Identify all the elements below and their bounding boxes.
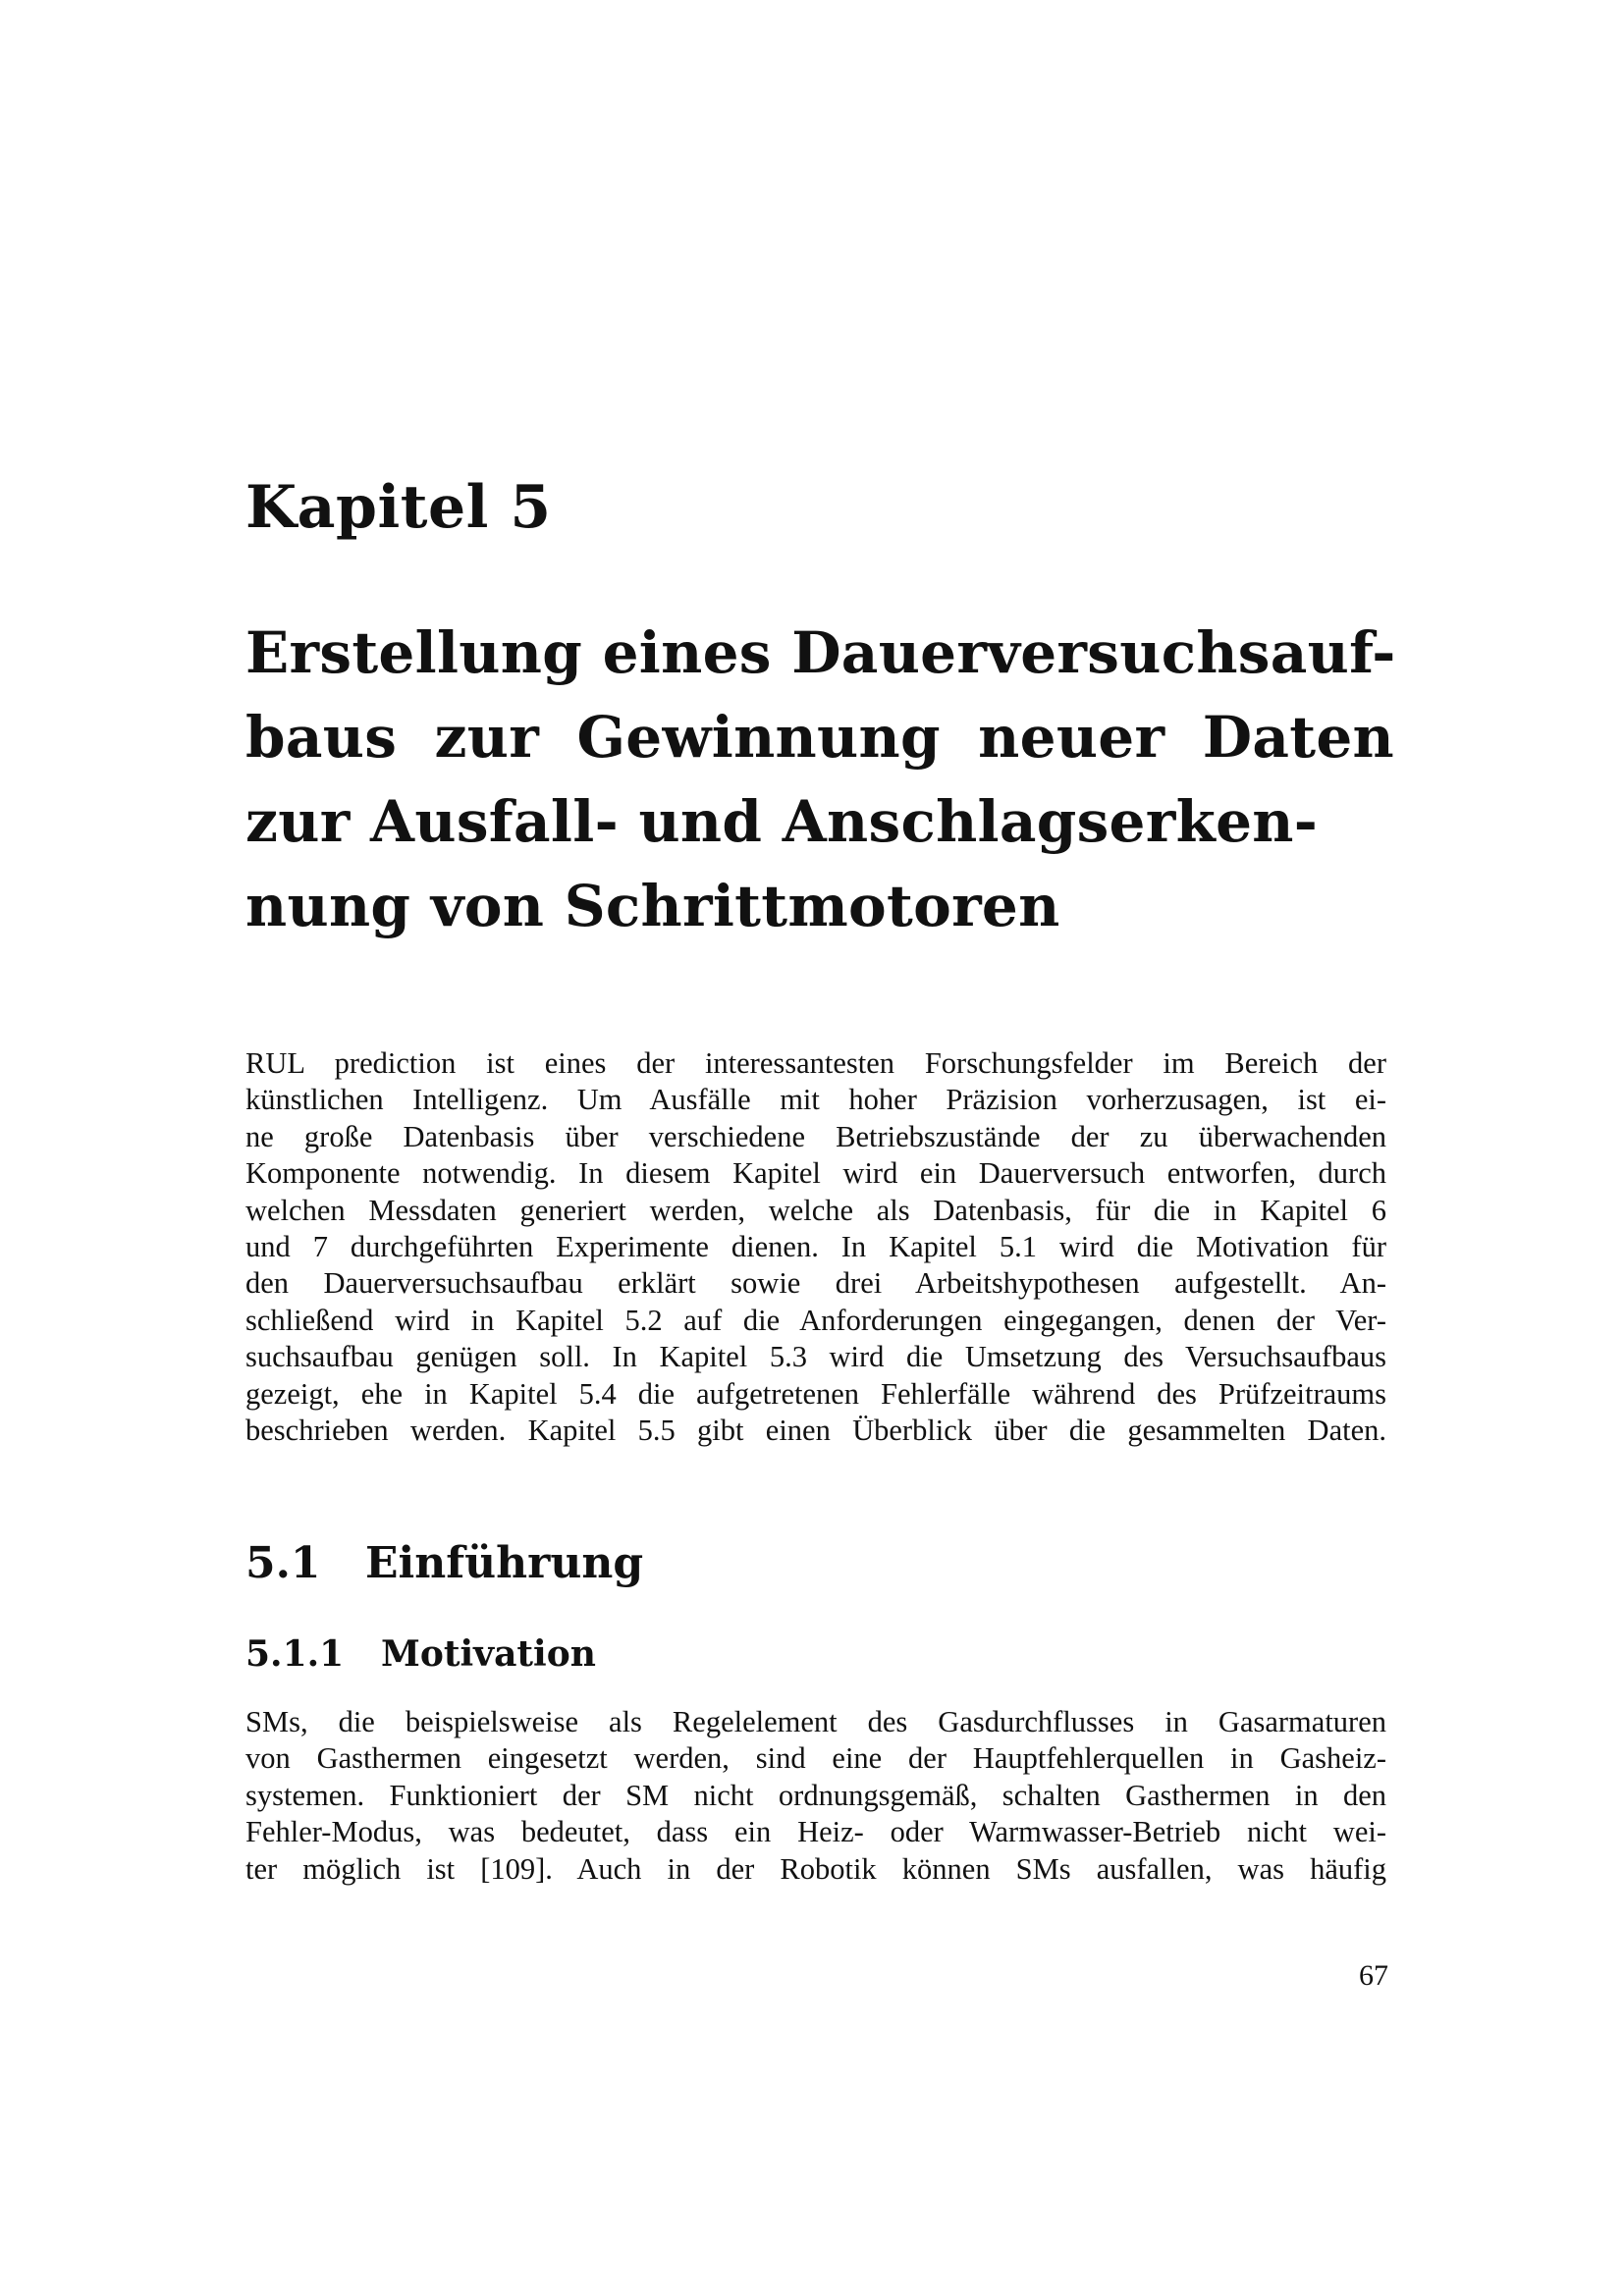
text-line: ne große Datenbasis über verschiedene Betriebszustände der zu überwachenden [245, 1119, 1386, 1153]
text-line: ter möglich ist [109]. Auch in der Robotik können SMs ausfallen, was häufig [245, 1851, 1386, 1886]
text-line: von Gasthermen eingesetzt werden, sind eine der Hauptfehlerquellen in Gasheiz- [245, 1741, 1386, 1776]
chapter-title [245, 611, 1394, 948]
section-title: Einführung [365, 1538, 644, 1588]
section-heading [245, 1536, 643, 1591]
chapter-label: Kapitel 5 [245, 473, 552, 542]
text-line: künstlichen Intelligenz. Um Ausfälle mit hoher Präzision vorherzusagen, ist ei- [245, 1083, 1386, 1117]
section-number: 5.1 [245, 1538, 321, 1588]
text-line: den Dauerversuchsaufbau erklärt sowie drei Arbeitshypothesen aufgestellt. An- [245, 1266, 1386, 1301]
text-line: schließend wird in Kapitel 5.2 auf die Anforderungen eingegangen, denen der Ver- [245, 1303, 1386, 1337]
text-line: systemen. Funktioniert der SM nicht ordnungsgemäß, schalten Gasthermen in den [245, 1778, 1386, 1812]
subsection-number: 5.1.1 [245, 1633, 345, 1675]
text-line: Fehler-Modus, was bedeutet, dass ein Heiz- oder Warmwasser-Betrieb nicht wei- [245, 1815, 1386, 1849]
page-number: 67 [1359, 1959, 1388, 1992]
text-line: Komponente notwendig. In diesem Kapitel wird ein Dauerversuch entworfen, durch [245, 1156, 1386, 1191]
text-line: welchen Messdaten generiert werden, welche als Datenbasis, für die in Kapitel 6 [245, 1193, 1386, 1227]
intro-paragraph [245, 1045, 1386, 1449]
chapter-title-line: nung von Schrittmotoren [245, 873, 1060, 939]
text-line: RUL prediction ist eines der interessantesten Forschungsfelder im Bereich der [245, 1046, 1386, 1080]
text-line: gezeigt, ehe in Kapitel 5.4 die aufgetretenen Fehlerfälle während des Prüfzeitraums [245, 1376, 1386, 1411]
text-line: und 7 durchgeführten Experimente dienen. In Kapitel 5.1 wird die Motivation für [245, 1230, 1386, 1264]
subsection-title: Motivation [381, 1633, 596, 1675]
chapter-title-line: Erstellung eines Dauerversuchsauf- [245, 619, 1396, 686]
text-line: SMs, die beispielsweise als Regelelement des Gasdurchflusses in Gasarmaturen [245, 1705, 1386, 1738]
motivation-paragraph [245, 1704, 1386, 1888]
chapter-title-line: zur Ausfall- und Anschlagserken- [245, 788, 1319, 855]
text-line: beschrieben werden. Kapitel 5.5 gibt einen Überblick über die gesammelten Daten. [245, 1414, 1386, 1448]
chapter-title-line: baus zur Gewinnung neuer Daten [245, 704, 1394, 771]
text-line: suchsaufbau genügen soll. In Kapitel 5.3 wird die Umsetzung des Versuchsaufbaus [245, 1340, 1386, 1374]
subsection-heading [245, 1631, 596, 1677]
